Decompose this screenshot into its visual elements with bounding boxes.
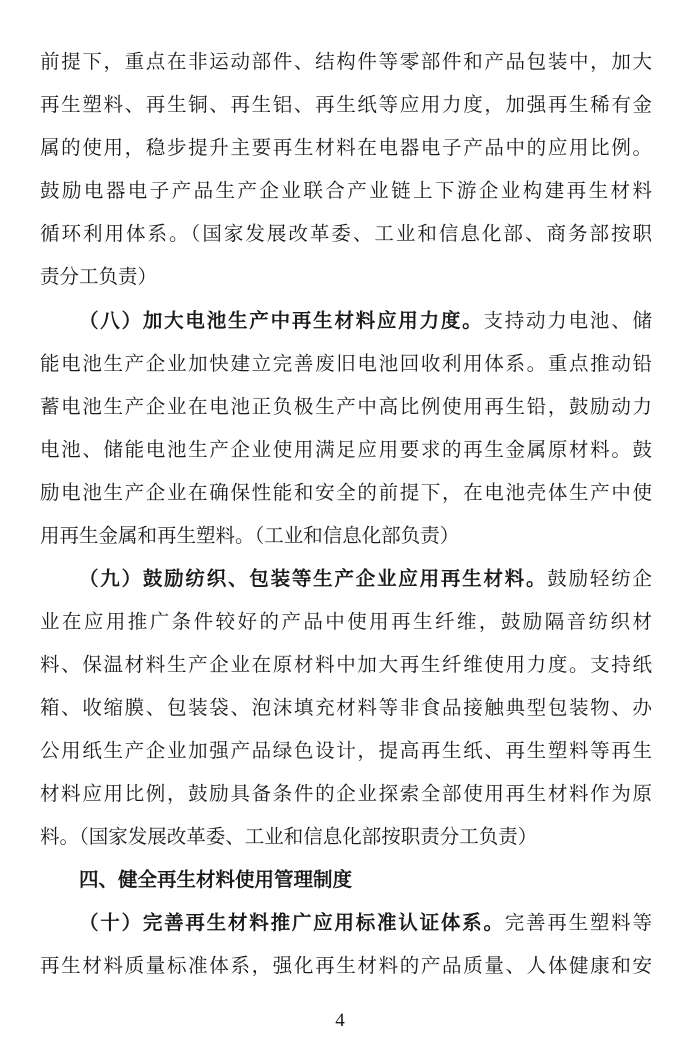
paragraph-line: 前提下，重点在非运动部件、结构件等零部件和产品包装中，加大 (40, 50, 652, 73)
paragraph-line: 属的使用，稳步提升主要再生材料在电器电子产品中的应用比例。 (40, 136, 652, 159)
paragraph-line: 公用纸生产企业加强产品绿色设计，提高再生纸、再生塑料等再生 (40, 739, 652, 762)
item-10-first-line (79, 913, 652, 935)
paragraph-line: 蓄电池生产企业在电池正负极生产中高比例使用再生铅，鼓励动力 (40, 395, 652, 418)
paragraph-line: 鼓励电器电子产品生产企业联合产业链上下游企业构建再生材料 (40, 179, 652, 202)
paragraph-line: 料。（国家发展改革委、工业和信息化部按职责分工负责） (40, 825, 538, 848)
paragraph-line: 用再生金属和再生塑料。（工业和信息化部负责） (40, 524, 460, 547)
paragraph-line: 能电池生产企业加快建立完善废旧电池回收利用体系。重点推动铅 (40, 352, 652, 375)
paragraph-line: 料、保温材料生产企业在原材料中加大再生纤维使用力度。支持纸 (40, 653, 652, 676)
paragraph-line: 电池、储能电池生产企业使用满足应用要求的再生金属原材料。鼓 (40, 438, 652, 461)
item-9-text: 鼓励轻纺企 (547, 567, 652, 590)
item-9-title: （九）鼓励纺织、包装等生产企业应用再生材料。 (79, 567, 548, 590)
paragraph-line: 材料应用比例，鼓励具备条件的企业探索全部使用再生材料作为原 (40, 782, 652, 805)
item-10-title: （十）完善再生材料推广应用标准认证体系。 (79, 911, 505, 934)
paragraph-line: 再生塑料、再生铜、再生铝、再生纸等应用力度，加强再生稀有金 (40, 93, 652, 116)
item-8-first-line (79, 311, 652, 333)
item-9-first-line (79, 569, 652, 591)
item-8-text: 支持动力电池、储 (483, 309, 652, 332)
paragraph-line: 循环利用体系。（国家发展改革委、工业和信息化部、商务部按职 (40, 222, 652, 245)
page-number: 4 (335, 1010, 345, 1031)
section-heading: 四、健全再生材料使用管理制度 (79, 868, 353, 891)
paragraph-line: 箱、收缩膜、包装袋、泡沫填充材料等非食品接触典型包装物、办 (40, 696, 652, 719)
item-10-text: 完善再生塑料等 (504, 911, 652, 934)
paragraph-line: 励电池生产企业在确保性能和安全的前提下，在电池壳体生产中使 (40, 481, 652, 504)
paragraph-line: 业在应用推广条件较好的产品中使用再生纤维，鼓励隔音纺织材 (40, 610, 652, 633)
item-8-title: （八）加大电池生产中再生材料应用力度。 (79, 309, 484, 332)
paragraph-line: 再生材料质量标准体系，强化再生材料的产品质量、人体健康和安 (40, 954, 652, 977)
paragraph-line: 责分工负责） (40, 265, 158, 288)
